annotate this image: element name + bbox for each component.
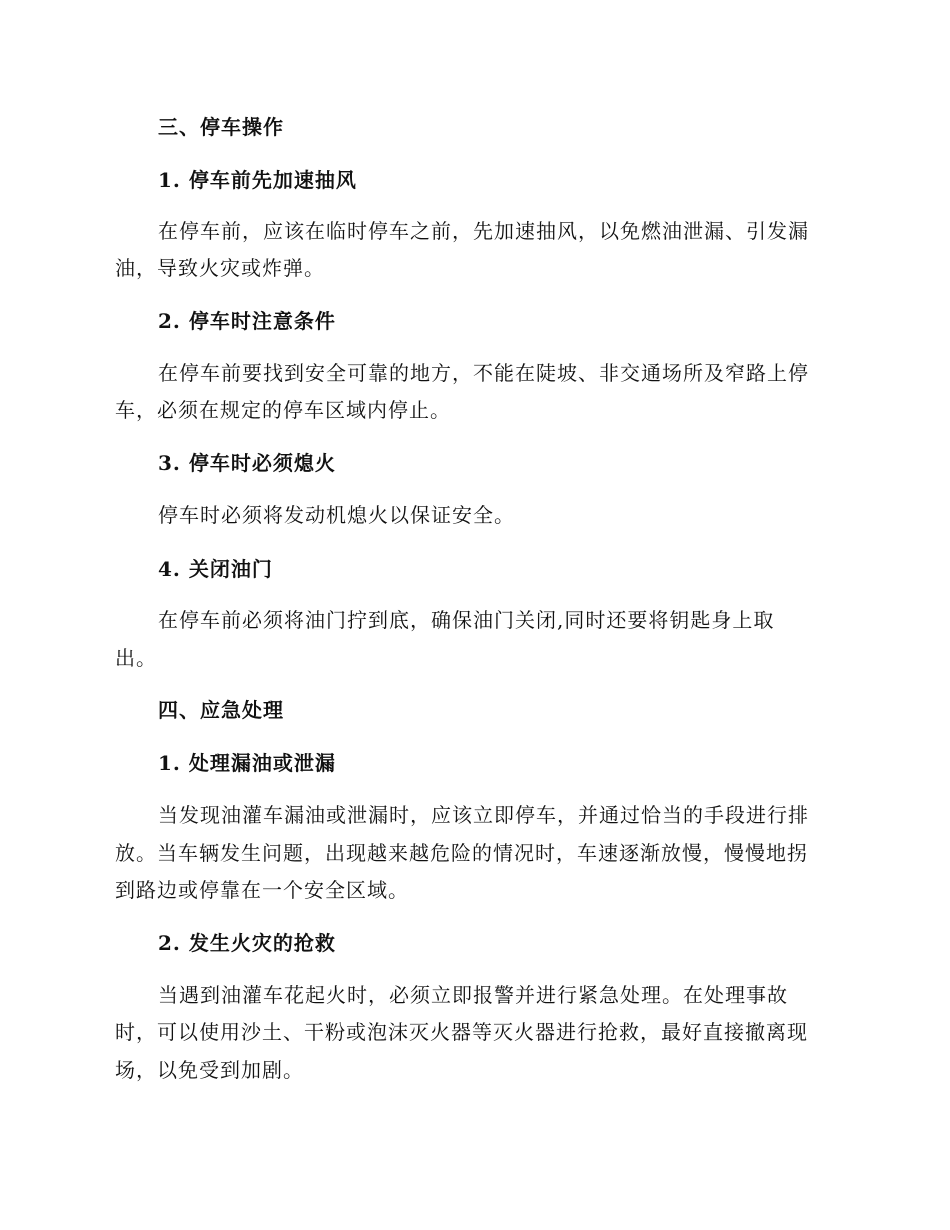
item-heading: 1. 处理漏油或泄漏 xyxy=(158,751,336,775)
paragraph-line: 出。 xyxy=(115,646,157,670)
paragraph-line: 当发现油灌车漏油或泄漏时，应该立即停车，并通过恰当的手段进行排 xyxy=(158,803,809,827)
paragraph-line: 停车时必须将发动机熄火以保证安全。 xyxy=(158,503,515,527)
section-title-parking: 三、停车操作 xyxy=(158,115,284,139)
item-heading: 1. 停车前先加速抽风 xyxy=(158,168,357,192)
section-title-emergency: 四、应急处理 xyxy=(158,698,284,722)
item-heading: 2. 停车时注意条件 xyxy=(158,309,336,333)
paragraph-line: 在停车前必须将油门拧到底，确保油门关闭,同时还要将钥匙身上取 xyxy=(158,608,775,632)
paragraph-line: 油，导致火灾或炸弹。 xyxy=(115,256,325,280)
paragraph-line: 车，必须在规定的停车区域内停止。 xyxy=(115,398,451,422)
item-heading: 3. 停车时必须熄火 xyxy=(158,451,336,475)
item-heading: 2. 发生火灾的抢救 xyxy=(158,931,336,955)
paragraph-line: 到路边或停靠在一个安全区域。 xyxy=(115,878,409,902)
paragraph-line: 在停车前，应该在临时停车之前，先加速抽风，以免燃油泄漏、引发漏 xyxy=(158,219,809,243)
item-heading: 4. 关闭油门 xyxy=(158,557,273,581)
paragraph-line: 场，以免受到加剧。 xyxy=(115,1058,304,1082)
paragraph-line: 在停车前要找到安全可靠的地方，不能在陡坡、非交通场所及窄路上停 xyxy=(158,361,809,385)
paragraph-line: 当遇到油灌车花起火时，必须立即报警并进行紧急处理。在处理事故 xyxy=(158,983,788,1007)
paragraph-line: 时，可以使用沙土、干粉或泡沫灭火器等灭火器进行抢救，最好直接撤离现 xyxy=(115,1020,808,1044)
paragraph-line: 放。当车辆发生问题，出现越来越危险的情况时，车速逐渐放慢，慢慢地拐 xyxy=(115,841,808,865)
